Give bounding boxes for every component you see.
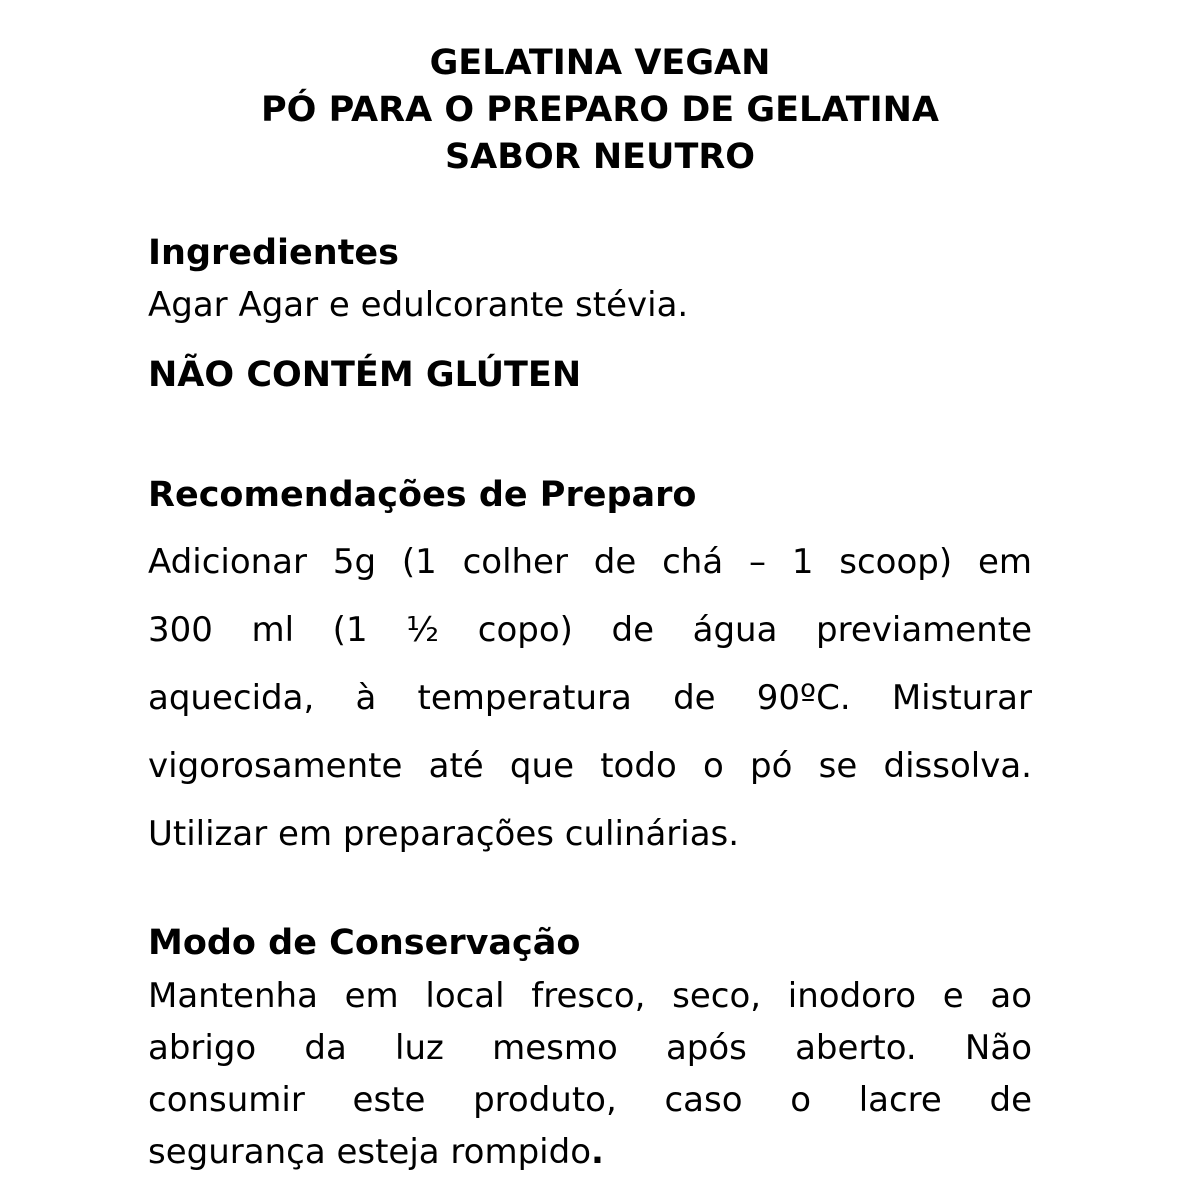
ingredients-line: Agar Agar e edulcorante stévia. (148, 285, 689, 325)
ingredients-text (148, 278, 1032, 332)
preparation-line: Adicionar 5g (1 colher de chá – 1 scoop) em (148, 542, 1032, 582)
preparation-line: vigorosamente até que todo o pó se dissolva. (148, 746, 1032, 786)
storage-line: Mantenha em local fresco, seco, inodoro e ao (148, 976, 1032, 1016)
storage-line-final (148, 1126, 1032, 1178)
preparation-text (148, 528, 1032, 868)
gluten-section (148, 350, 1032, 400)
preparation-heading: Recomendações de Preparo (148, 475, 697, 515)
preparation-line: aquecida, à temperatura de 90ºC. Misturar (148, 678, 1032, 718)
product-description: PÓ PARA O PREPARO DE GELATINA (261, 90, 939, 130)
product-title (0, 40, 1200, 181)
preparation-section (148, 470, 1032, 868)
product-flavor: SABOR NEUTRO (444, 137, 756, 177)
storage-heading: Modo de Conservação (148, 923, 581, 963)
product-name: GELATINA VEGAN (429, 43, 771, 83)
storage-line: abrigo da luz mesmo após aberto. Não (148, 1028, 1032, 1068)
storage-line: consumir este produto, caso o lacre de (148, 1080, 1032, 1120)
storage-line-text: segurança esteja rompido (148, 1132, 591, 1172)
preparation-line: Utilizar em preparações culinárias. (148, 814, 740, 854)
ingredients-heading: Ingredientes (148, 233, 399, 273)
storage-section (148, 918, 1032, 1178)
storage-final-period: . (591, 1132, 604, 1172)
ingredients-section (148, 228, 1032, 332)
preparation-line: 300 ml (1 ½ copo) de água previamente (148, 610, 1032, 650)
gluten-free-notice: NÃO CONTÉM GLÚTEN (148, 355, 582, 395)
storage-text (148, 970, 1032, 1178)
